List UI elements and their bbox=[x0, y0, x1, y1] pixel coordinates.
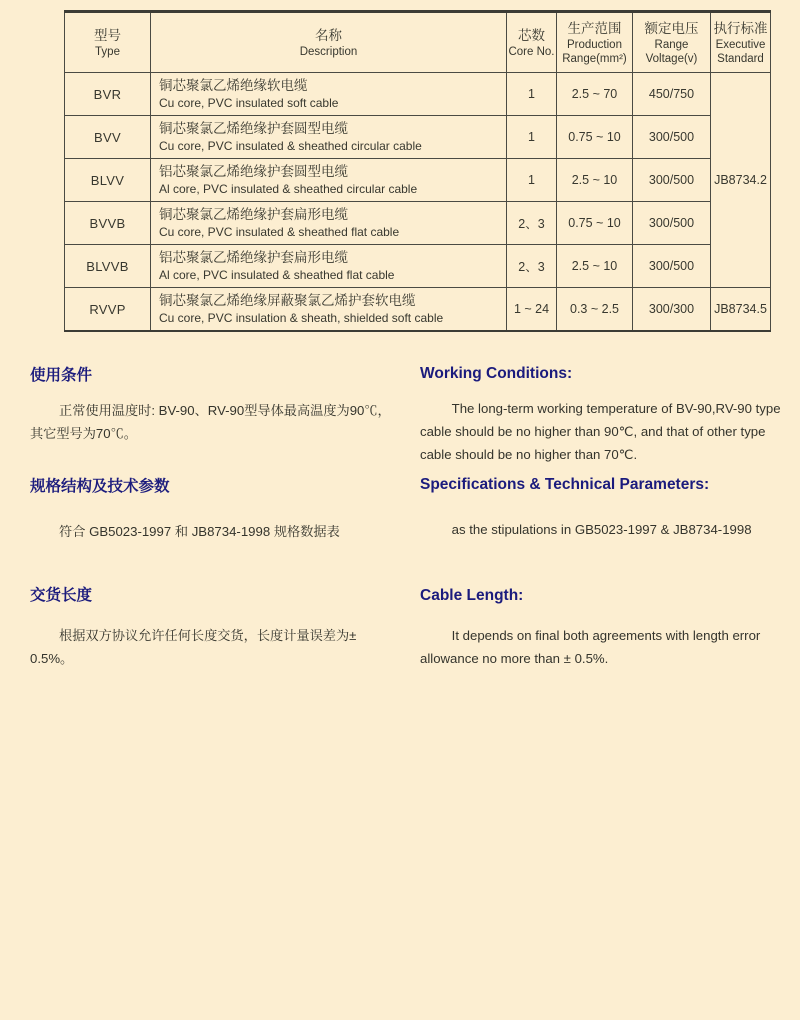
col-header-rated-voltage-en1: Range bbox=[654, 38, 689, 51]
table-row bbox=[65, 245, 771, 288]
col-header-rated-voltage-zh: 额定电压 bbox=[644, 20, 699, 36]
section-body: 根据双方协议允许任何长度交货，长度计量误差为± 0.5%。 bbox=[30, 628, 357, 666]
table-row bbox=[65, 159, 771, 202]
col-header-rated-voltage bbox=[633, 12, 711, 73]
col-header-core-no-zh: 芯数 bbox=[518, 27, 545, 43]
cell-rated-voltage: 300/500 bbox=[633, 245, 711, 288]
section-body: as the stipulations in GB5023-1997 & JB8734-1998 bbox=[451, 522, 752, 537]
section-title: Specifications & Technical Parameters: bbox=[420, 476, 710, 493]
cell-core-no: 1 ~ 24 bbox=[507, 288, 557, 332]
col-header-executive-standard-en1: Executive bbox=[715, 38, 766, 51]
cell-description bbox=[151, 73, 507, 116]
description-en: Al core, PVC insulated & sheathed flat cable bbox=[159, 268, 395, 282]
cell-production-range: 2.5 ~ 10 bbox=[557, 245, 633, 288]
col-header-rated-voltage-en2: Voltage(v) bbox=[645, 52, 698, 65]
col-header-production-range-en1: Production bbox=[567, 38, 622, 51]
section-body: The long-term working temperature of BV-90,RV-90 type cable should be no higher than 90℃, and that of other type cable should be no higher than 70℃. bbox=[420, 401, 781, 462]
col-header-description bbox=[151, 12, 507, 73]
cell-core-no: 2、3 bbox=[507, 202, 557, 245]
cell-production-range: 2.5 ~ 70 bbox=[557, 73, 633, 116]
section-body: 正常使用温度时: BV-90、RV-90型导体最高温度为90℃，其它型号为70℃。 bbox=[30, 403, 391, 441]
cell-type: BLVV bbox=[65, 159, 151, 202]
cell-production-range: 0.3 ~ 2.5 bbox=[557, 288, 633, 332]
cell-core-no: 1 bbox=[507, 116, 557, 159]
cell-description bbox=[151, 245, 507, 288]
cell-core-no: 1 bbox=[507, 159, 557, 202]
description-zh: 铜芯聚氯乙烯绝缘护套扁形电缆 bbox=[159, 207, 348, 222]
description-zh: 铜芯聚氯乙烯绝缘软电缆 bbox=[159, 78, 308, 93]
section-title: 交货长度 bbox=[30, 587, 93, 604]
section-cable-length-en bbox=[420, 586, 792, 670]
description-en: Cu core, PVC insulated soft cable bbox=[159, 96, 339, 110]
table-row bbox=[65, 116, 771, 159]
cell-description bbox=[151, 116, 507, 159]
table-header-row bbox=[65, 12, 771, 73]
cell-rated-voltage: 300/300 bbox=[633, 288, 711, 332]
table-row bbox=[65, 288, 771, 332]
col-header-executive-standard bbox=[711, 12, 771, 73]
description-zh: 铝芯聚氯乙烯绝缘护套扁形电缆 bbox=[159, 250, 348, 265]
cell-executive-standard-group: JB8734.2 bbox=[711, 73, 771, 288]
cell-type: RVVP bbox=[65, 288, 151, 332]
col-header-type bbox=[65, 12, 151, 73]
cell-type: BVVB bbox=[65, 202, 151, 245]
cell-production-range: 0.75 ~ 10 bbox=[557, 116, 633, 159]
section-body: 符合 GB5023-1997 和 JB8734-1998 规格数据表 bbox=[59, 524, 340, 539]
col-header-production-range bbox=[557, 12, 633, 73]
col-header-description-zh: 名称 bbox=[315, 27, 342, 43]
section-specifications-en bbox=[420, 475, 792, 541]
section-title: Working Conditions: bbox=[420, 365, 573, 382]
cell-description bbox=[151, 288, 507, 332]
section-cable-length-zh bbox=[30, 586, 394, 670]
col-header-core-no-en: Core No. bbox=[508, 45, 555, 58]
cell-description bbox=[151, 202, 507, 245]
description-zh: 铜芯聚氯乙烯绝缘护套圆型电缆 bbox=[159, 121, 348, 136]
description-en: Cu core, PVC insulation & sheath, shielded soft cable bbox=[159, 311, 444, 325]
table-row bbox=[65, 202, 771, 245]
cell-rated-voltage: 300/500 bbox=[633, 202, 711, 245]
description-en: Cu core, PVC insulated & sheathed flat cable bbox=[159, 225, 400, 239]
section-title: 使用条件 bbox=[30, 367, 93, 384]
col-header-production-range-zh: 生产范围 bbox=[567, 20, 622, 36]
section-working-conditions-zh bbox=[30, 366, 394, 445]
cell-executive-standard: JB8734.5 bbox=[711, 288, 771, 332]
cell-description bbox=[151, 159, 507, 202]
cell-type: BLVVB bbox=[65, 245, 151, 288]
section-title: 规格结构及技术参数 bbox=[30, 478, 170, 495]
col-header-type-zh: 型号 bbox=[94, 27, 121, 43]
cell-production-range: 0.75 ~ 10 bbox=[557, 202, 633, 245]
section-body: It depends on final both agreements with length error allowance no more than ± 0.5%. bbox=[420, 628, 761, 666]
cell-rated-voltage: 300/500 bbox=[633, 116, 711, 159]
cell-production-range: 2.5 ~ 10 bbox=[557, 159, 633, 202]
col-header-description-en: Description bbox=[299, 45, 358, 58]
section-title: Cable Length: bbox=[420, 587, 524, 604]
col-header-executive-standard-en2: Standard bbox=[717, 52, 764, 65]
cell-core-no: 2、3 bbox=[507, 245, 557, 288]
cable-spec-table bbox=[64, 10, 771, 332]
description-en: Al core, PVC insulated & sheathed circular cable bbox=[159, 182, 418, 196]
col-header-production-range-en2: Range(mm²) bbox=[562, 52, 627, 65]
cell-type: BVV bbox=[65, 116, 151, 159]
section-working-conditions-en bbox=[420, 364, 792, 466]
cell-rated-voltage: 300/500 bbox=[633, 159, 711, 202]
col-header-core-no bbox=[507, 12, 557, 73]
section-specifications-zh bbox=[30, 477, 394, 543]
cell-type: BVR bbox=[65, 73, 151, 116]
description-zh: 铝芯聚氯乙烯绝缘护套圆型电缆 bbox=[159, 164, 348, 179]
col-header-executive-standard-zh: 执行标准 bbox=[713, 20, 768, 36]
description-zh: 铜芯聚氯乙烯绝缘屏蔽聚氯乙烯护套软电缆 bbox=[159, 293, 416, 308]
cell-rated-voltage: 450/750 bbox=[633, 73, 711, 116]
table-row bbox=[65, 73, 771, 116]
col-header-type-en: Type bbox=[95, 45, 120, 58]
cell-core-no: 1 bbox=[507, 73, 557, 116]
description-en: Cu core, PVC insulated & sheathed circular cable bbox=[159, 139, 422, 153]
